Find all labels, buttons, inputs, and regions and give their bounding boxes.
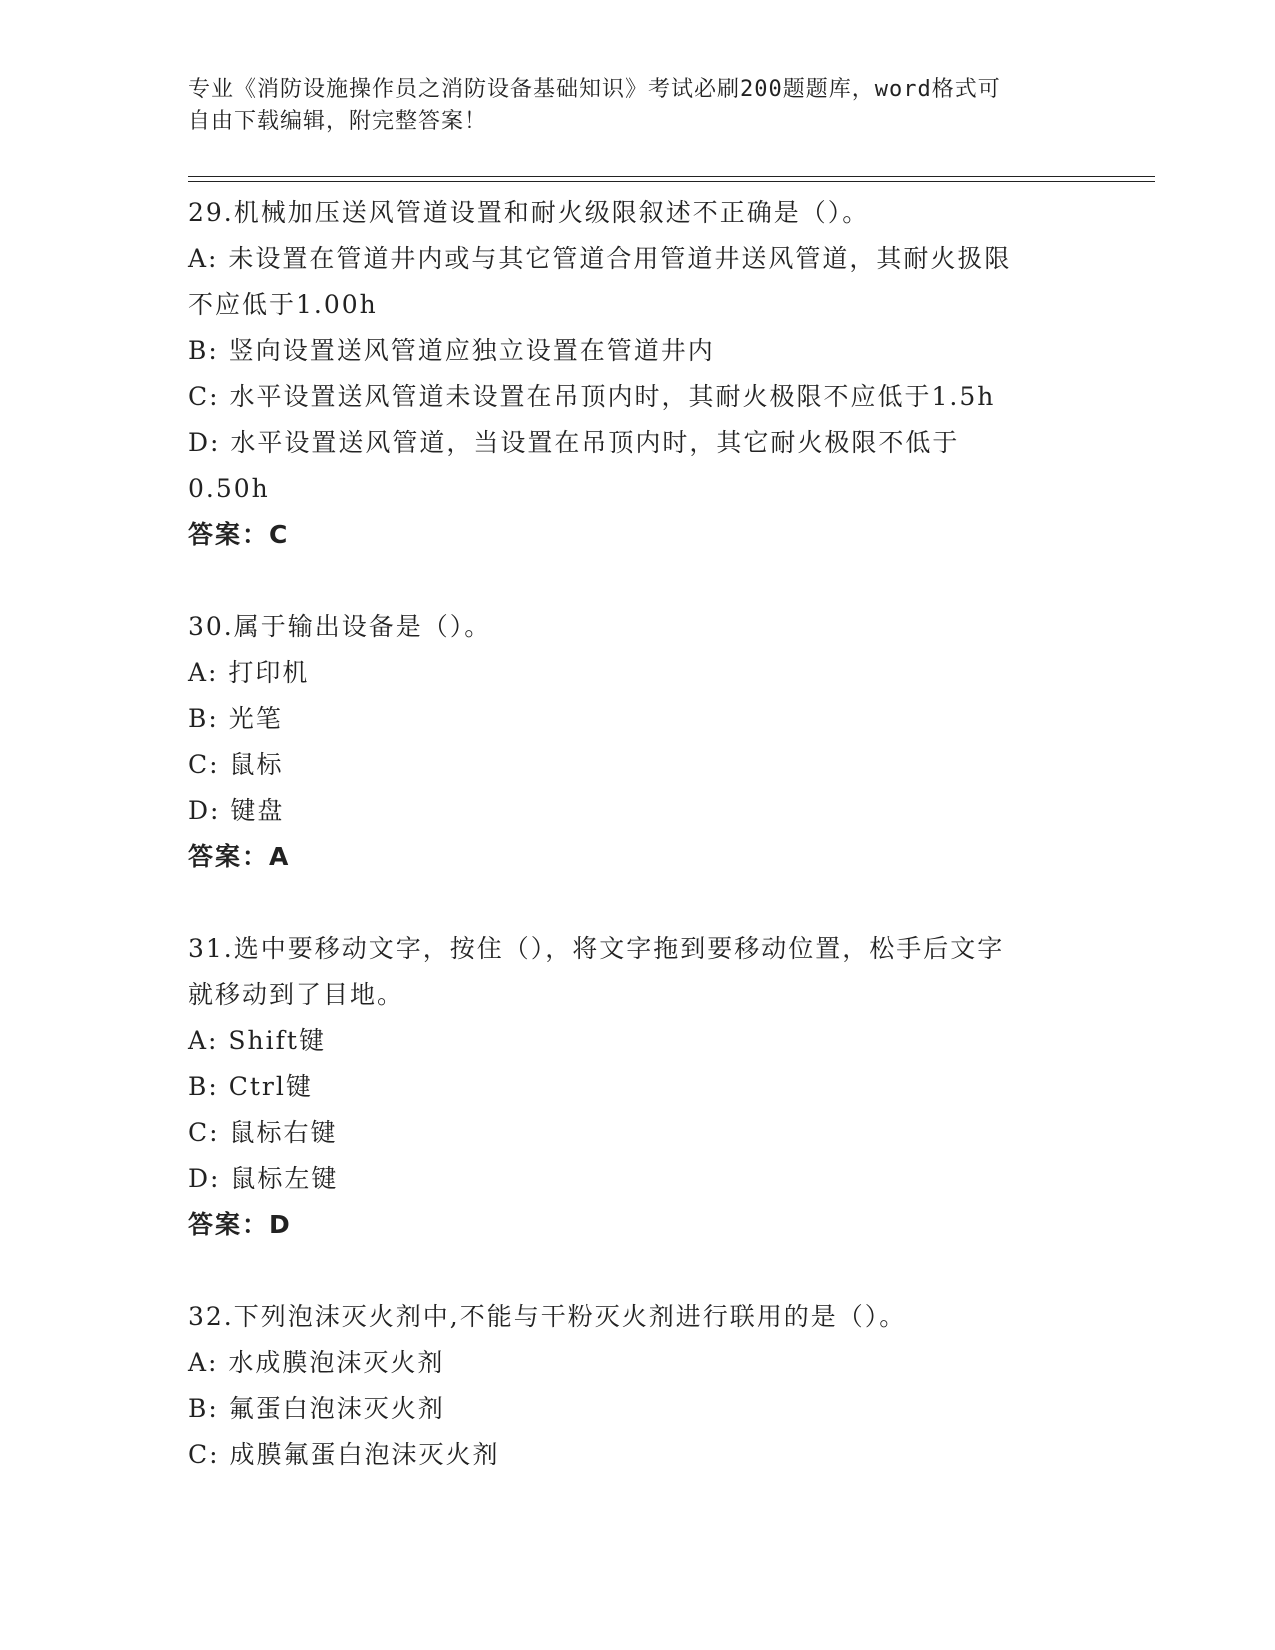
question-31-line-4: B: Ctrl键	[188, 1072, 313, 1101]
spacer	[188, 558, 1088, 604]
question-29-line-4: B: 竖向设置送风管道应独立设置在管道井内	[188, 336, 715, 365]
header-line-2: 自由下载编辑，附完整答案！	[188, 109, 488, 134]
question-29-line-6: D: 水平设置送风管道，当设置在吊顶内时，其它耐火极限不低于	[188, 428, 960, 457]
question-30-line-4: C: 鼠标	[188, 750, 284, 779]
question-31-answer: 答案：D	[188, 1210, 292, 1239]
question-29-line-5: C: 水平设置送风管道未设置在吊顶内时，其耐火极限不应低于1.5h	[188, 382, 996, 411]
question-32-line-2: A: 水成膜泡沫灭火剂	[188, 1348, 445, 1377]
question-29-answer: 答案：C	[188, 520, 290, 549]
question-29-line-7: 0.50h	[188, 474, 270, 503]
document-header	[188, 74, 1088, 138]
question-30-line-5: D: 键盘	[188, 796, 285, 825]
question-31	[188, 926, 1088, 1248]
question-30	[188, 604, 1088, 880]
question-32-line-1: 32.下列泡沫灭火剂中,不能与干粉灭火剂进行联用的是（）。	[188, 1302, 907, 1331]
spacer	[188, 880, 1088, 926]
question-31-line-1: 31.选中要移动文字，按住（），将文字拖到要移动位置，松手后文字	[188, 934, 1005, 963]
question-30-answer: 答案：A	[188, 842, 291, 871]
header-divider-top	[188, 176, 1155, 177]
question-32	[188, 1294, 1088, 1478]
question-32-line-3: B: 氟蛋白泡沫灭火剂	[188, 1394, 445, 1423]
question-30-line-3: B: 光笔	[188, 704, 283, 733]
question-29	[188, 190, 1088, 558]
question-31-line-3: A: Shift键	[188, 1026, 326, 1055]
header-divider-bottom	[188, 181, 1155, 182]
question-31-line-5: C: 鼠标右键	[188, 1118, 338, 1147]
question-32-line-4: C: 成膜氟蛋白泡沫灭火剂	[188, 1440, 500, 1469]
question-29-line-1: 29.机械加压送风管道设置和耐火级限叙述不正确是（）。	[188, 198, 870, 227]
question-31-line-2: 就移动到了目地。	[188, 980, 405, 1009]
question-list	[188, 190, 1088, 1478]
question-29-line-2: A: 未设置在管道井内或与其它管道合用管道井送风管道，其耐火扱限	[188, 244, 1012, 273]
question-31-line-6: D: 鼠标左键	[188, 1164, 339, 1193]
header-line-1: 专业《消防设施操作员之消防设备基础知识》考试必刷200题题库，word格式可	[188, 77, 1001, 102]
question-30-line-2: A: 打印机	[188, 658, 310, 687]
spacer	[188, 1248, 1088, 1294]
question-30-line-1: 30.属于输出设备是（）。	[188, 612, 492, 641]
question-29-line-3: 不应低于1.00h	[188, 290, 378, 319]
